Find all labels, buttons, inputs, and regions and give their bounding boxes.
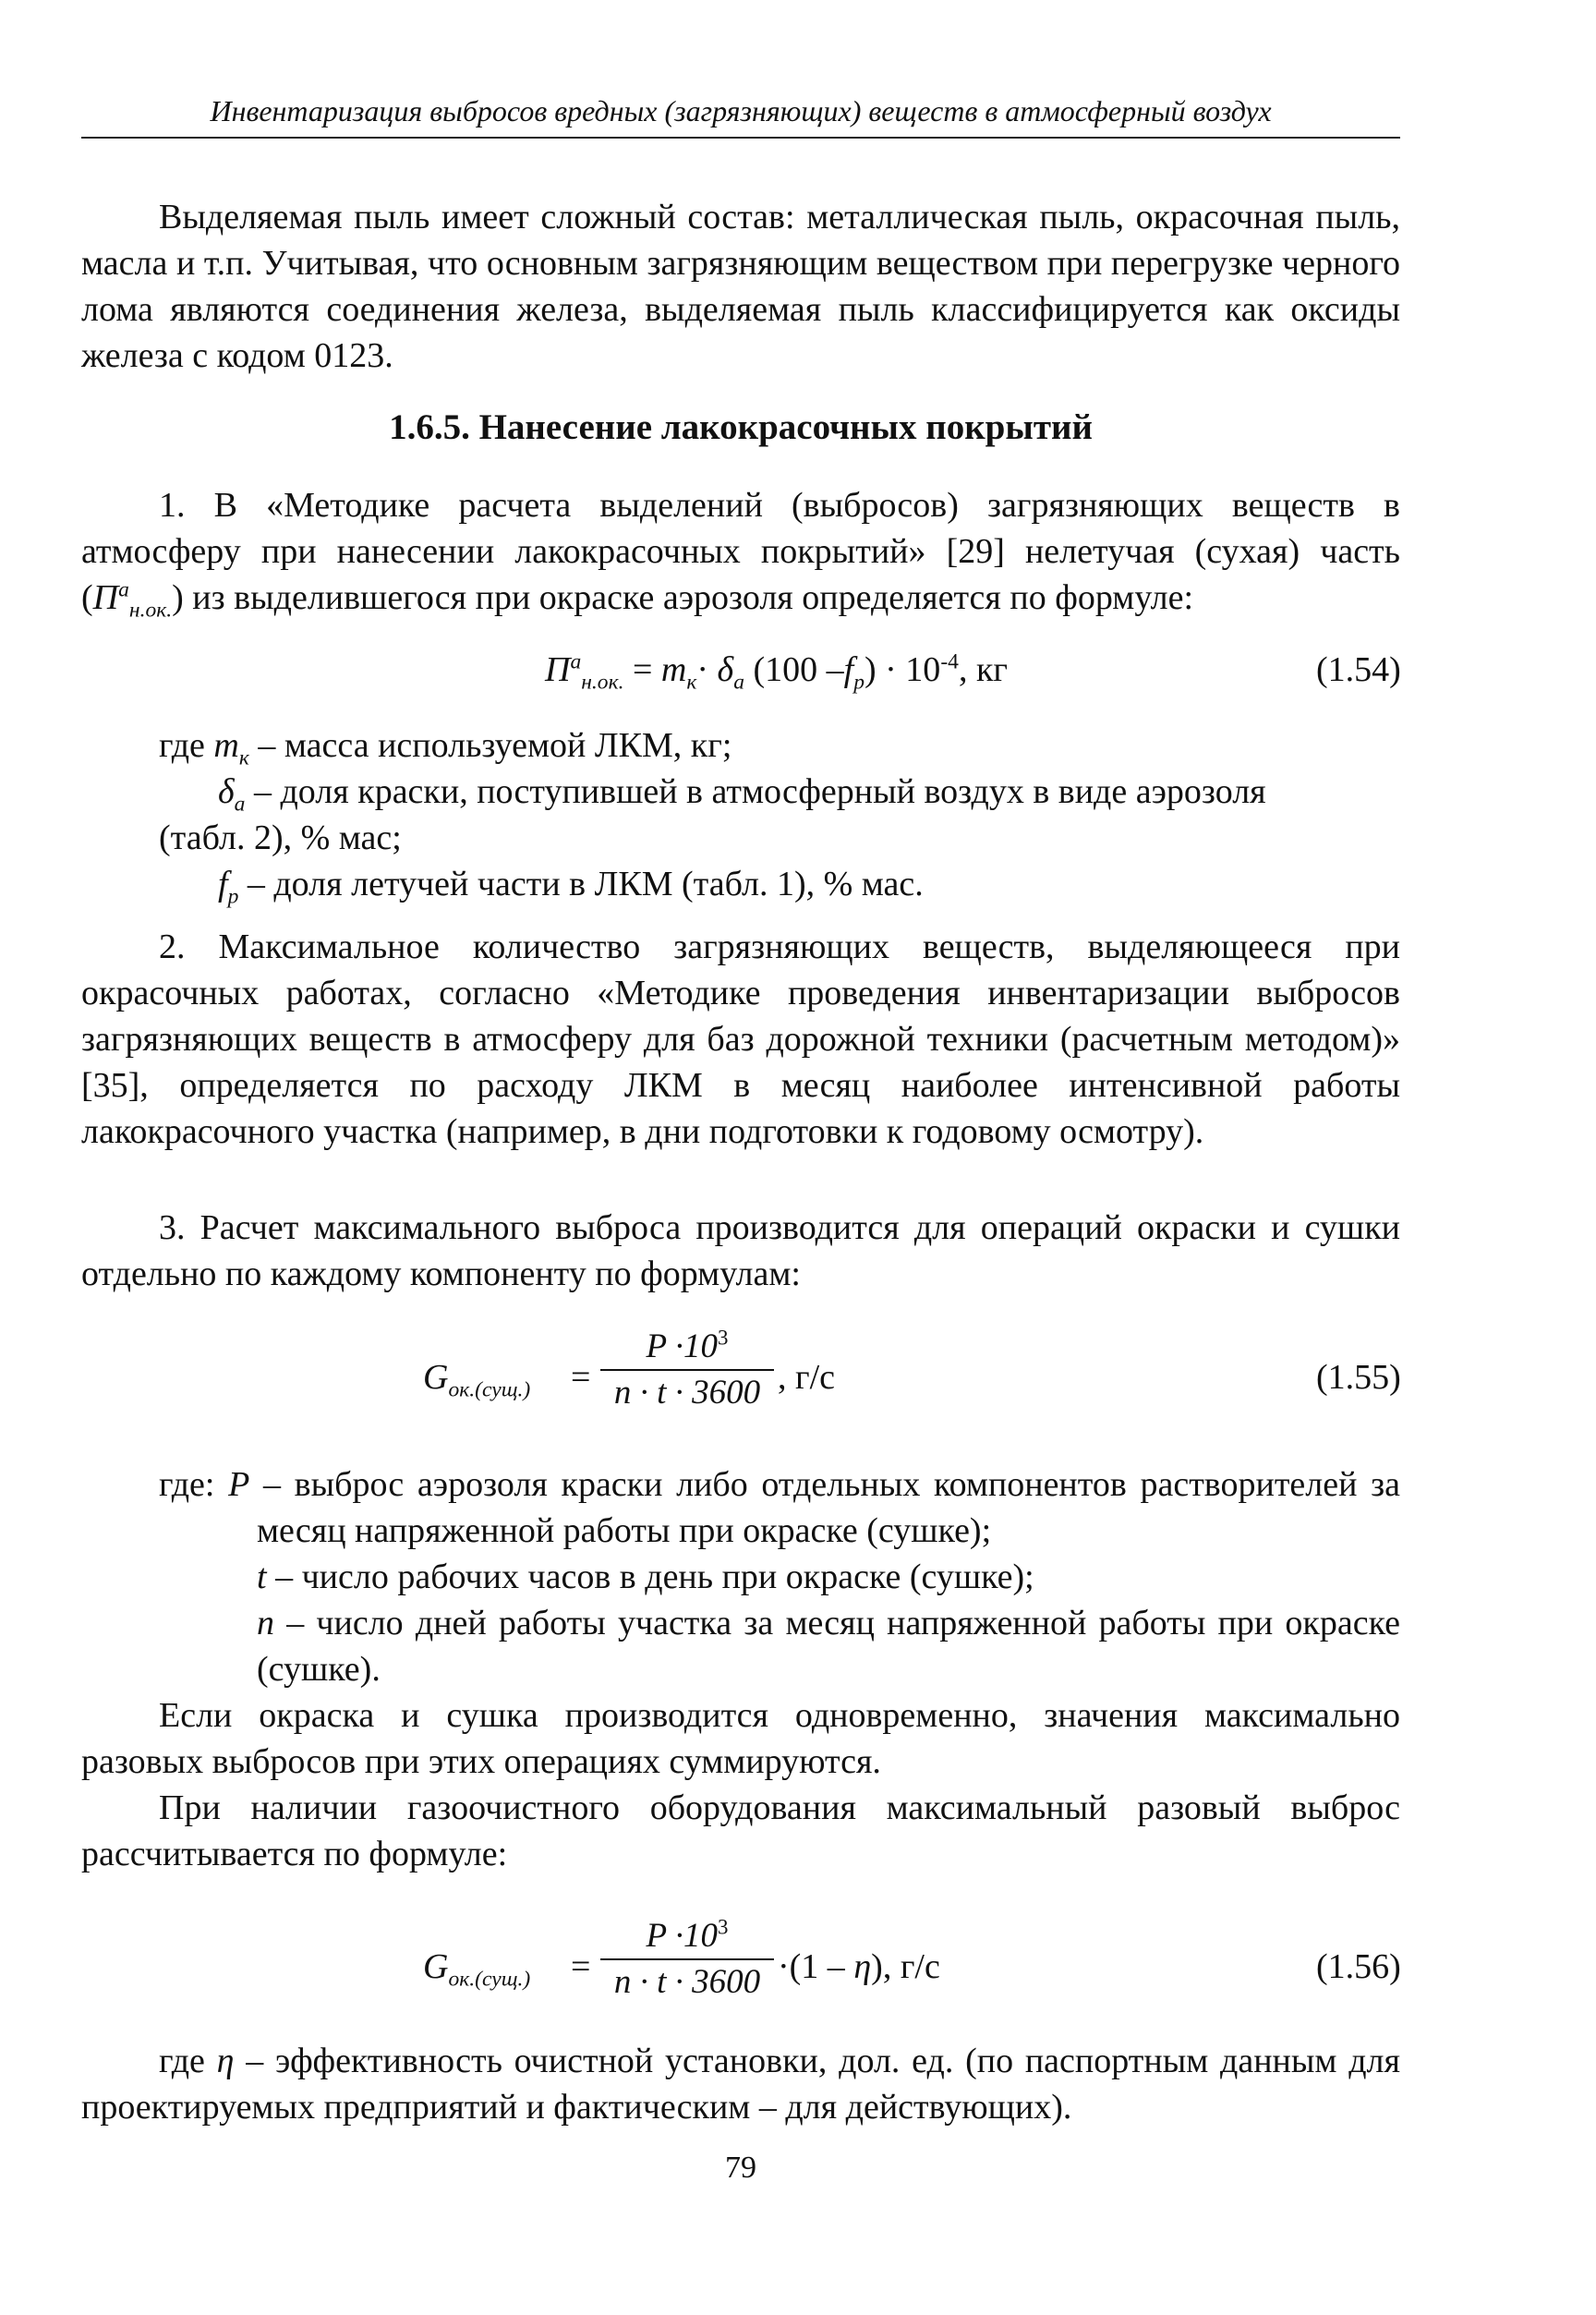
definition-mk-symbol: m [213,726,239,765]
paragraph-gas-cleaning: При наличии газоочистного оборудования максимальный разовый выброс рассчитывается по формуле: [81,1788,1400,1873]
f154-f: f [843,650,854,689]
where-t-line [257,1554,1034,1600]
f155-G-sub: ок.(сущ.) [448,1377,531,1402]
eta-def-lead: где [159,2042,217,2080]
f154-delta: δ [717,650,734,689]
symbol-p-nok: П [92,578,119,617]
f154-paren-close: ) · 10 [864,650,941,689]
f155-G: G [423,1358,449,1397]
where-p-text: – выброс аэрозоля краски либо отдельных компонентов растворителей за месяц напряженной работы при окраске (сушке); [249,1465,1400,1550]
definition-mk [159,722,732,769]
f156-G: G [423,1947,449,1986]
f154-m-sub: к [686,670,697,695]
f155-unit: , г/с [778,1358,836,1397]
f156-numerator [600,1916,774,1957]
f154-eq: = [623,650,661,689]
definition-fp-symbol: f [218,865,228,903]
f154-lhs-sup: a [570,649,582,674]
paragraph-dust-composition: Выделяемая пыль имеет сложный состав: металлическая пыль, окрасочная пыль, масла и т.п. Учитывая, что основным загрязняющим веществом при перегрузке черного лома являются соединения железа, выделяемая пыль классифицируется как оксиды железа с кодом 0123. [81,198,1400,375]
f155-fraction-bar [600,1369,774,1371]
f156-eta: η [853,1947,872,1986]
where-p-symbol: P [228,1465,250,1504]
f155-denominator: n · t · 3600 [613,1374,761,1412]
equation-number-1-55: (1.55) [1316,1358,1401,1397]
where-p-line [159,1461,1400,1554]
where-t-text: – число рабочих часов в день при окраске (сушке); [266,1557,1034,1596]
equation-number-1-54: (1.54) [1316,650,1401,689]
f155-numerator [600,1327,774,1367]
f156-tail [778,1944,940,1990]
f154-lhs-sub: н.ок. [581,670,624,695]
f156-tail-b: ), г/с [871,1947,940,1986]
paragraph-method-1 [81,482,1400,621]
f155-numerator-text: P ·10 [646,1327,718,1365]
page-number: 79 [725,2151,756,2185]
formula-1-54 [545,647,1008,693]
where-t-symbol: t [257,1557,267,1596]
definition-fp [218,861,924,907]
f156-fraction-bar [600,1958,774,1960]
running-header: Инвентаризация выбросов вредных (загрязняющих) веществ в атмосферный воздух [210,94,1272,127]
definition-mk-where: где [159,726,214,765]
paragraph-method-2: 2. Максимальное количество загрязняющих веществ, выделяющееся при окрасочных работах, согласно «Методике проведения инвентаризации выбросов загрязняющих веществ в атмосферу для баз дорожной техники (расчетным методом)» [35], определяется по расходу ЛКМ в месяц наиболее интенсивной работы лакокрасочного участка (например, в дни подготовки к годовому осмотру). [81,927,1400,1151]
f154-delta-sub: a [733,670,744,695]
f154-unit: , кг [958,650,1008,689]
f155-eq: = [571,1358,591,1397]
f156-tail-a: ·(1 – [778,1947,854,1986]
f156-lhs [423,1944,530,1990]
section-heading: 1.6.5. Нанесение лакокрасочных покрытий [389,407,1093,447]
paragraph-method-1-text-a: 1. В «Методике расчета выделений (выбросов) загрязняющих веществ в атмосферу при нанесении лакокрасочных покрытий» [29] нелетучая (сухая) часть ( [81,486,1400,617]
f154-lhs: П [545,650,571,689]
f154-paren-open: (100 – [744,650,844,689]
header-rule [81,137,1400,139]
definition-delta [218,769,1400,815]
f156-fraction [600,1916,774,2003]
f155-lhs [423,1354,530,1400]
symbol-p-nok-sup: a [118,577,129,602]
where-p-lead: где: [159,1465,229,1504]
f156-numerator-text: P ·10 [646,1917,718,1955]
f154-m: m [660,650,687,689]
definition-delta-sub: a [234,792,246,817]
f156-eq: = [571,1947,591,1986]
f156-denominator: n · t · 3600 [613,1963,761,2001]
definition-delta-cont: (табл. 2), % мас; [159,818,402,857]
f154-dot: · [696,650,718,689]
eta-def-symbol: η [216,2042,235,2080]
definition-delta-text: – доля краски, поступившей в атмосферный воздух в виде аэрозоля [245,772,1266,811]
definition-fp-sub: p [227,884,239,909]
f154-f-sub: p [853,670,864,695]
where-n-line [257,1600,1400,1692]
equation-number-1-56: (1.56) [1316,1947,1401,1986]
f155-fraction [600,1327,774,1413]
definition-fp-text: – доля летучей части в ЛКМ (табл. 1), % мас. [238,865,924,903]
paragraph-method-3: 3. Расчет максимального выброса производится для операций окраски и сушки отдельно по каждому компоненту по формулам: [81,1208,1400,1293]
definition-mk-sub: к [238,745,249,770]
definition-mk-text: – масса используемой ЛКМ, кг; [248,726,732,765]
definition-delta-symbol: δ [218,772,235,811]
paragraph-method-1-text-b: ) из выделившегося при окраске аэрозоля определяется по формуле: [172,578,1194,617]
paragraph-eta-definition [81,2038,1400,2130]
symbol-p-nok-sub: н.ок. [128,598,173,623]
where-n-text: – число дней работы участка за месяц напряженной работы при окраске (сушке). [257,1604,1400,1689]
f154-exp: -4 [940,649,959,674]
eta-def-text: – эффективность очистной установки, дол. ед. (по паспортным данным для проектируемых предприятий и фактическим – для действующих). [81,2042,1400,2127]
f156-G-sub: ок.(сущ.) [448,1967,531,1992]
paragraph-simultaneous: Если окраска и сушка производится одновременно, значения максимально разовых выбросов при этих операциях суммируются. [81,1696,1400,1781]
where-n-symbol: n [257,1604,274,1642]
f155-numerator-exp: 3 [717,1326,729,1350]
f156-numerator-exp: 3 [717,1915,729,1939]
